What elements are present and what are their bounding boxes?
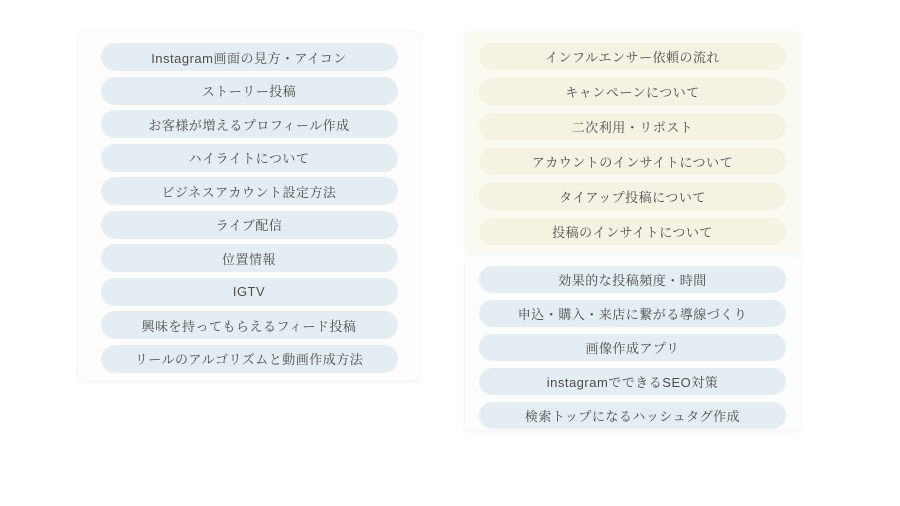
- topic-pill-basic[interactable]: ライブ配信: [101, 211, 398, 239]
- topic-pill-collab[interactable]: 投稿のインサイトについて: [479, 218, 786, 245]
- topic-pill-basic[interactable]: 位置情報: [101, 244, 398, 272]
- topic-pill-growth[interactable]: 申込・購入・来店に繋がる導線づくり: [479, 300, 786, 327]
- topic-pill-basic[interactable]: Instagram画面の見方・アイコン: [101, 43, 398, 71]
- topic-pill-growth[interactable]: 画像作成アプリ: [479, 334, 786, 361]
- topic-pill-collab[interactable]: アカウントのインサイトについて: [479, 148, 786, 175]
- topic-pill-collab[interactable]: 二次利用・リポスト: [479, 113, 786, 140]
- topic-pill-basic[interactable]: ビジネスアカウント設定方法: [101, 177, 398, 205]
- topic-pill-collab[interactable]: タイアップ投稿について: [479, 183, 786, 210]
- topic-pill-basic[interactable]: リールのアルゴリズムと動画作成方法: [101, 345, 398, 373]
- topic-pill-basic[interactable]: お客様が増えるプロフィール作成: [101, 110, 398, 138]
- topic-pill-basic[interactable]: ストーリー投稿: [101, 77, 398, 105]
- topic-pill-growth[interactable]: instagramでできるSEO対策: [479, 368, 786, 395]
- topic-pill-growth[interactable]: 効果的な投稿頻度・時間: [479, 266, 786, 293]
- right-topics-panel-collab: [465, 32, 800, 253]
- topic-pill-basic[interactable]: IGTV: [101, 278, 398, 306]
- topic-pill-basic[interactable]: 興味を持ってもらえるフィード投稿: [101, 311, 398, 339]
- topic-pill-collab[interactable]: インフルエンサー依頼の流れ: [479, 43, 786, 70]
- topic-pill-growth[interactable]: 検索トップになるハッシュタグ作成: [479, 402, 786, 429]
- left-topics-panel: [78, 32, 420, 380]
- topic-pill-collab[interactable]: キャンペーンについて: [479, 78, 786, 105]
- topic-pill-basic[interactable]: ハイライトについて: [101, 144, 398, 172]
- right-topics-panel-growth: [465, 258, 800, 430]
